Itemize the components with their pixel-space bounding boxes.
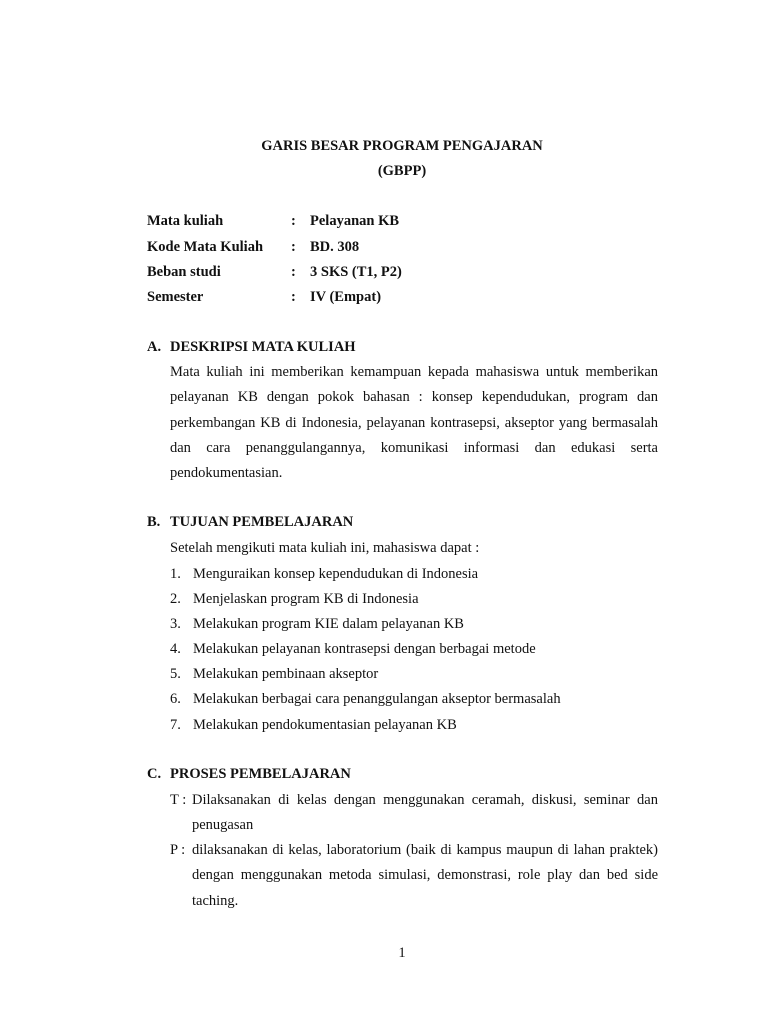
list-item xyxy=(170,613,464,635)
info-value: Pelayanan KB xyxy=(310,213,400,229)
list-item xyxy=(170,563,478,585)
section-title: DESKRIPSI MATA KULIAH xyxy=(170,339,356,355)
info-label: Mata kuliah xyxy=(147,213,224,229)
section-letter: A. xyxy=(147,339,162,355)
info-label: Semester xyxy=(147,289,204,305)
section-b-intro: Setelah mengikuti mata kuliah ini, mahasiswa dapat : xyxy=(170,540,480,556)
list-item xyxy=(170,663,378,685)
list-text: Melakukan program KIE dalam pelayanan KB xyxy=(193,616,464,632)
info-label: Kode Mata Kuliah xyxy=(147,239,264,255)
section-letter: C. xyxy=(147,766,162,782)
section-a-heading xyxy=(147,339,356,356)
info-colon: : xyxy=(291,239,296,255)
list-number: 7. xyxy=(170,717,181,733)
list-text: Menjelaskan program KB di Indonesia xyxy=(193,591,419,607)
section-c-heading xyxy=(147,766,351,783)
document-title: GARIS BESAR PROGRAM PENGAJARAN xyxy=(261,138,543,154)
info-colon: : xyxy=(291,213,296,229)
list-item xyxy=(170,688,561,710)
process-code: P : xyxy=(170,842,186,858)
process-code: T : xyxy=(170,792,187,808)
list-text: Melakukan pelayanan kontrasepsi dengan berbagai metode xyxy=(193,641,536,657)
document-subtitle: (GBPP) xyxy=(377,163,427,179)
section-a-paragraph: Mata kuliah ini memberikan kemampuan kepada mahasiswa untuk memberikan pelayanan KB dengan pokok bahasan : konsep kependudukan, program dan perkembangan KB di Indonesia, pelayanan kontrasepsi, akseptor yang bermasalah dan cara penanggulangannya, komunikasi informasi dan edukasi serta pendokumentasian. xyxy=(170,364,658,482)
list-number: 6. xyxy=(170,691,181,707)
list-number: 3. xyxy=(170,616,181,632)
process-text: dilaksanakan di kelas, laboratorium (baik di kampus maupun di lahan praktek) dengan menggunakan metoda simulasi, demonstrasi, role play dan bed side taching. xyxy=(192,842,658,909)
section-letter: B. xyxy=(147,514,161,530)
info-value: IV (Empat) xyxy=(310,289,382,305)
page-number: 1 xyxy=(398,945,406,961)
process-item-theory xyxy=(170,788,658,839)
list-item xyxy=(170,588,419,610)
list-number: 4. xyxy=(170,641,181,657)
info-colon: : xyxy=(291,289,296,305)
info-value: 3 SKS (T1, P2) xyxy=(310,264,402,280)
info-value: BD. 308 xyxy=(310,239,360,255)
list-number: 5. xyxy=(170,666,181,682)
info-colon: : xyxy=(291,264,296,280)
list-text: Menguraikan konsep kependudukan di Indonesia xyxy=(193,566,479,582)
info-label: Beban studi xyxy=(147,264,221,280)
list-item xyxy=(170,714,457,736)
process-item-practice xyxy=(170,838,658,914)
list-item xyxy=(170,638,536,660)
process-text: Dilaksanakan di kelas dengan menggunakan ceramah, diskusi, seminar dan penugasan xyxy=(192,792,658,834)
list-number: 2. xyxy=(170,591,181,607)
list-text: Melakukan pendokumentasian pelayanan KB xyxy=(193,717,457,733)
list-number: 1. xyxy=(170,566,181,582)
list-text: Melakukan berbagai cara penanggulangan akseptor bermasalah xyxy=(193,691,561,707)
list-text: Melakukan pembinaan akseptor xyxy=(193,666,379,682)
section-title: TUJUAN PEMBELAJARAN xyxy=(170,514,354,530)
section-b-heading xyxy=(147,514,353,531)
section-title: PROSES PEMBELAJARAN xyxy=(170,766,351,782)
